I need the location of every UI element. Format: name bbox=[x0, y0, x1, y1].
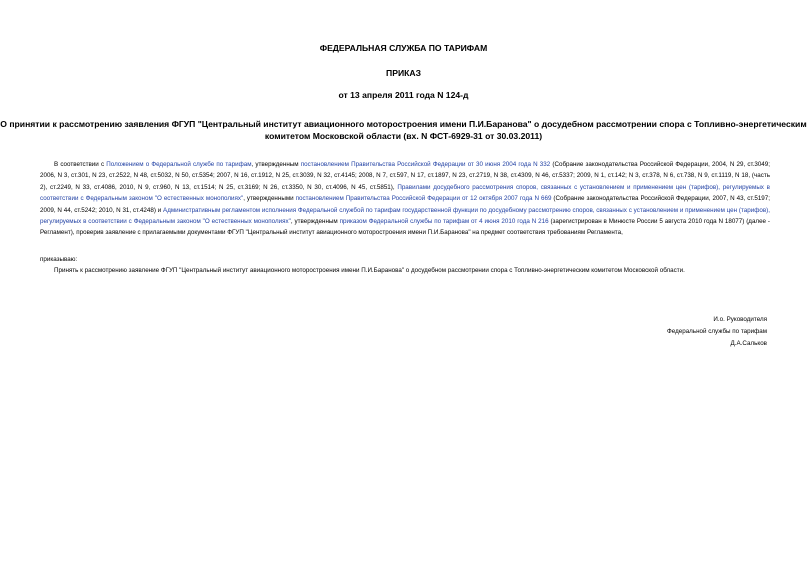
preamble-text: , утвержденным bbox=[290, 218, 340, 226]
link-fst-regulation[interactable]: Положением о Федеральной службе по тарифам bbox=[106, 161, 252, 168]
preamble-text: , утвержденным bbox=[251, 161, 301, 168]
link-government-decree-669[interactable]: постановлением Правительства Российской Федерации от 12 октября 2007 года N 669 bbox=[295, 195, 552, 203]
document-title: О принятии к рассмотрению заявления ФГУП "Центральный институт авиационного моторостроения имени П.И.Баранова" о досудебном рассмотрении спора с Топливно-энергетическим комитетом Московской области (вх. N ФСТ-6929-31 от 30.03.2011) bbox=[0, 119, 807, 141]
agency-heading: ФЕДЕРАЛЬНАЯ СЛУЖБА ПО ТАРИФАМ bbox=[319, 43, 488, 53]
preamble-text: (зарегистрирован в Минюсте России 5 августа 2010 года N 18077) (далее - Регламент), проверив заявление с прилагаемыми документами ФГУП "Центральный институт авиационного моторостроения имени П.И.Баранова" на предмет соответствия требованиям Регламента, bbox=[40, 218, 770, 237]
preamble-text: В соответствии с bbox=[54, 161, 107, 168]
preamble-paragraph bbox=[40, 159, 770, 239]
doc-type-heading: ПРИКАЗ bbox=[386, 68, 421, 78]
link-fst-order-216[interactable]: приказом Федеральной службы по тарифам от 4 июня 2010 года N 216 bbox=[339, 218, 549, 226]
preamble-text: , утвержденными bbox=[243, 195, 296, 203]
link-dispute-rules[interactable]: Правилами досудебного рассмотрения споров, связанных с установлением и применением цен (тарифов), регулируемых в соответствии с Федеральным законом "О естественных монополиях" bbox=[40, 183, 770, 203]
date-number-heading: от 13 апреля 2011 года N 124-д bbox=[338, 90, 469, 100]
signature-organization: Федеральной службы по тарифам bbox=[667, 328, 767, 335]
signature-name: Д.А.Сальков bbox=[730, 340, 767, 347]
preamble-text: (Собрание законодательства Российской Федерации, 2004, N 29, ст.3049; 2006, N 3, ст.301, N 23, ст.2522, N 48, ст.5032, N 50, ст.5354; 2007, N 16, ст.1912, N 25, ст.3039, N 32, ст.4145; 2008, N 7, ст.597, N 17, ст.1897, N 23, ст.2719, N 38, ст.4309, N 46, ст.5337; 2009, N 1, ст.142; N 3, ст.378, N 6, ст.738, N 9, ст.1119, N 18, (часть 2), ст.2249, N 33, ст.4086, 2010, N 9, ст.960, N 13, ст.1514; N 25, ст.3169; N 26, ст.3350, N 30, ст.4096, N 45, ст.5851), bbox=[40, 161, 771, 191]
signature-position: И.о. Руководителя bbox=[713, 316, 767, 323]
link-government-decree-332[interactable]: постановлением Правительства Российской Федерации от 30 июня 2004 года N 332 bbox=[300, 161, 551, 168]
order-paragraph: Принять к рассмотрению заявление ФГУП "Центральный институт авиационного моторостроения имени П.И.Баранова" о досудебном рассмотрении спора с Топливно-энергетическим комитетом Московской области. bbox=[54, 267, 685, 274]
preamble-text: (Собрание законодательства Российской Федерации, 2007, N 43, ст.5197; 2009, N 44, ст.5242; 2010, N 31, ст.4248) и bbox=[40, 195, 770, 214]
link-administrative-regulation[interactable]: Административным регламентом исполнения Федеральной службой по тарифам государственной функции по досудебному рассмотрению споров, связанных с установлением и применением цен (тарифов), регулируемых в соответствии с Федеральным законом "О естественных монополиях" bbox=[40, 206, 770, 226]
order-word: приказываю: bbox=[40, 256, 78, 263]
